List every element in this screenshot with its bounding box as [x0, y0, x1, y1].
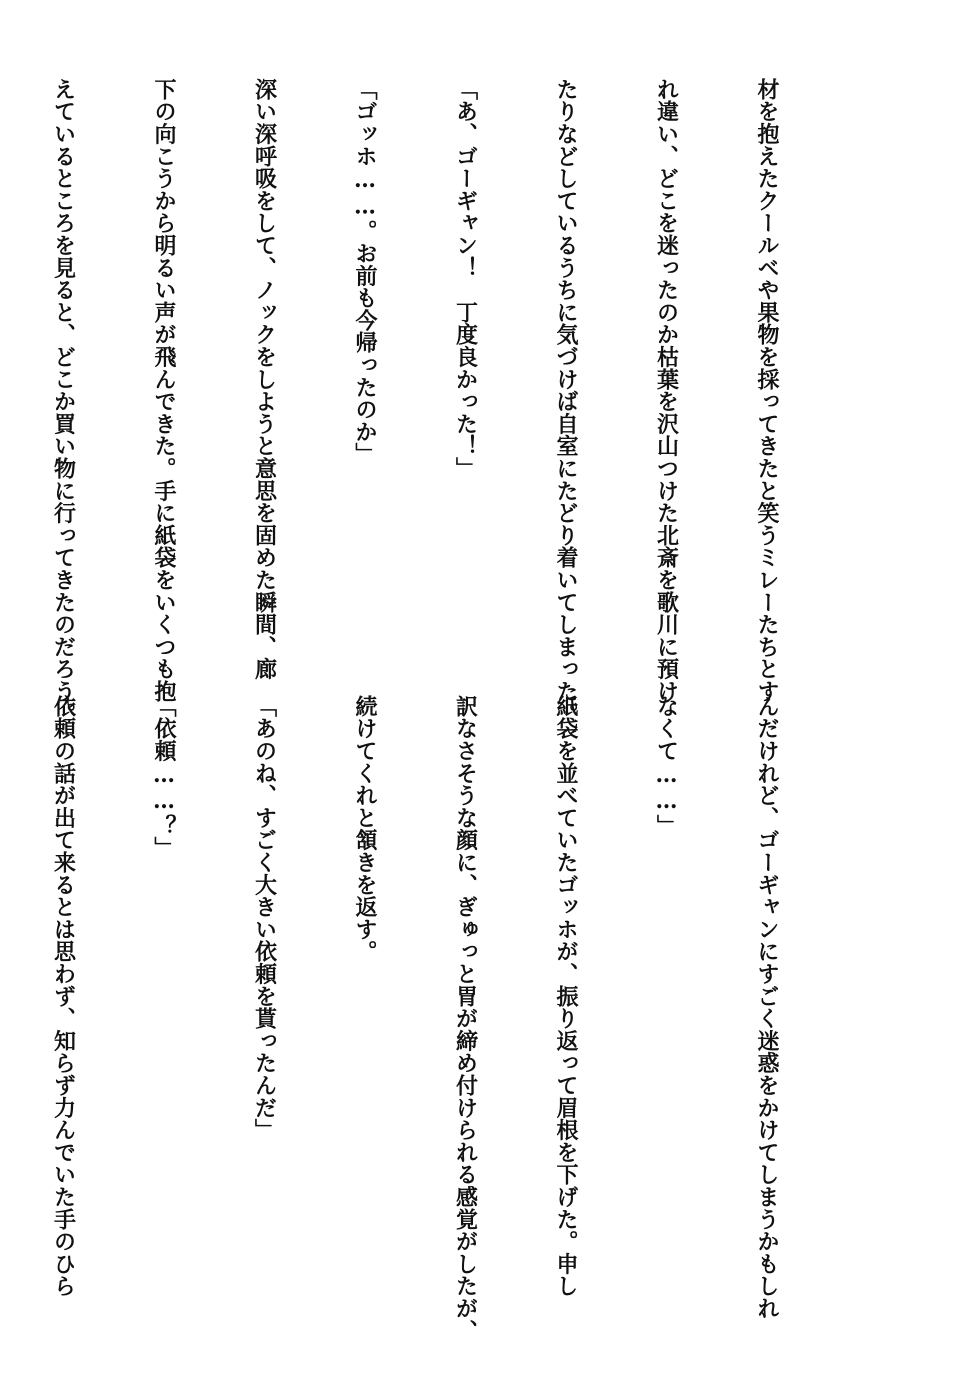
- upper-text-block: [0, 78, 850, 725]
- text-line: 続けてくれと頷きを返す。: [352, 695, 378, 963]
- text-line: 「あのね、すごく大きい依頼を貰ったんだ」: [251, 695, 278, 1141]
- text-line: 材を抱えたクールベや果物を採ってきたと笑うミレーたちとす: [754, 78, 780, 703]
- text-line: たりなどしているうちに気づけば自室にたどり着いてしまった。: [553, 78, 579, 725]
- text-line: 依頼の話が出て来るとは思わず、知らず力んでいた手のひら: [50, 695, 77, 1298]
- text-line: れ違い、どこを迷ったのか枯葉を沢山つけた北斎を歌川に預け: [653, 78, 680, 703]
- lower-text-block: [0, 695, 850, 1342]
- text-line: 「あ、ゴーギャン！ 丁度良かった！」: [452, 78, 479, 480]
- text-line: なくて……」: [653, 695, 680, 837]
- text-line: んだけれど、ゴーギャンにすごく迷惑をかけてしまうかもしれ: [754, 695, 780, 1320]
- text-line: 「依頼……？」: [151, 695, 177, 860]
- text-line: 訳なさそうな顔に、ぎゅっと胃が締め付けられる感覚がしたが、: [452, 695, 479, 1342]
- text-line: 「ゴッホ……。お前も今帰ったのか」: [352, 78, 378, 466]
- text-line: 紙袋を並べていたゴッホが、振り返って眉根を下げた。申し: [553, 695, 579, 1298]
- text-line: えているところを見ると、どこか買い物に行ってきたのだろう。: [50, 78, 77, 725]
- text-line: 下の向こうから明るい声が飛んできた。手に紙袋をいくつも抱: [151, 78, 177, 703]
- text-line: 深い深呼吸をして、ノックをしようと意思を固めた瞬間、廊: [251, 78, 278, 681]
